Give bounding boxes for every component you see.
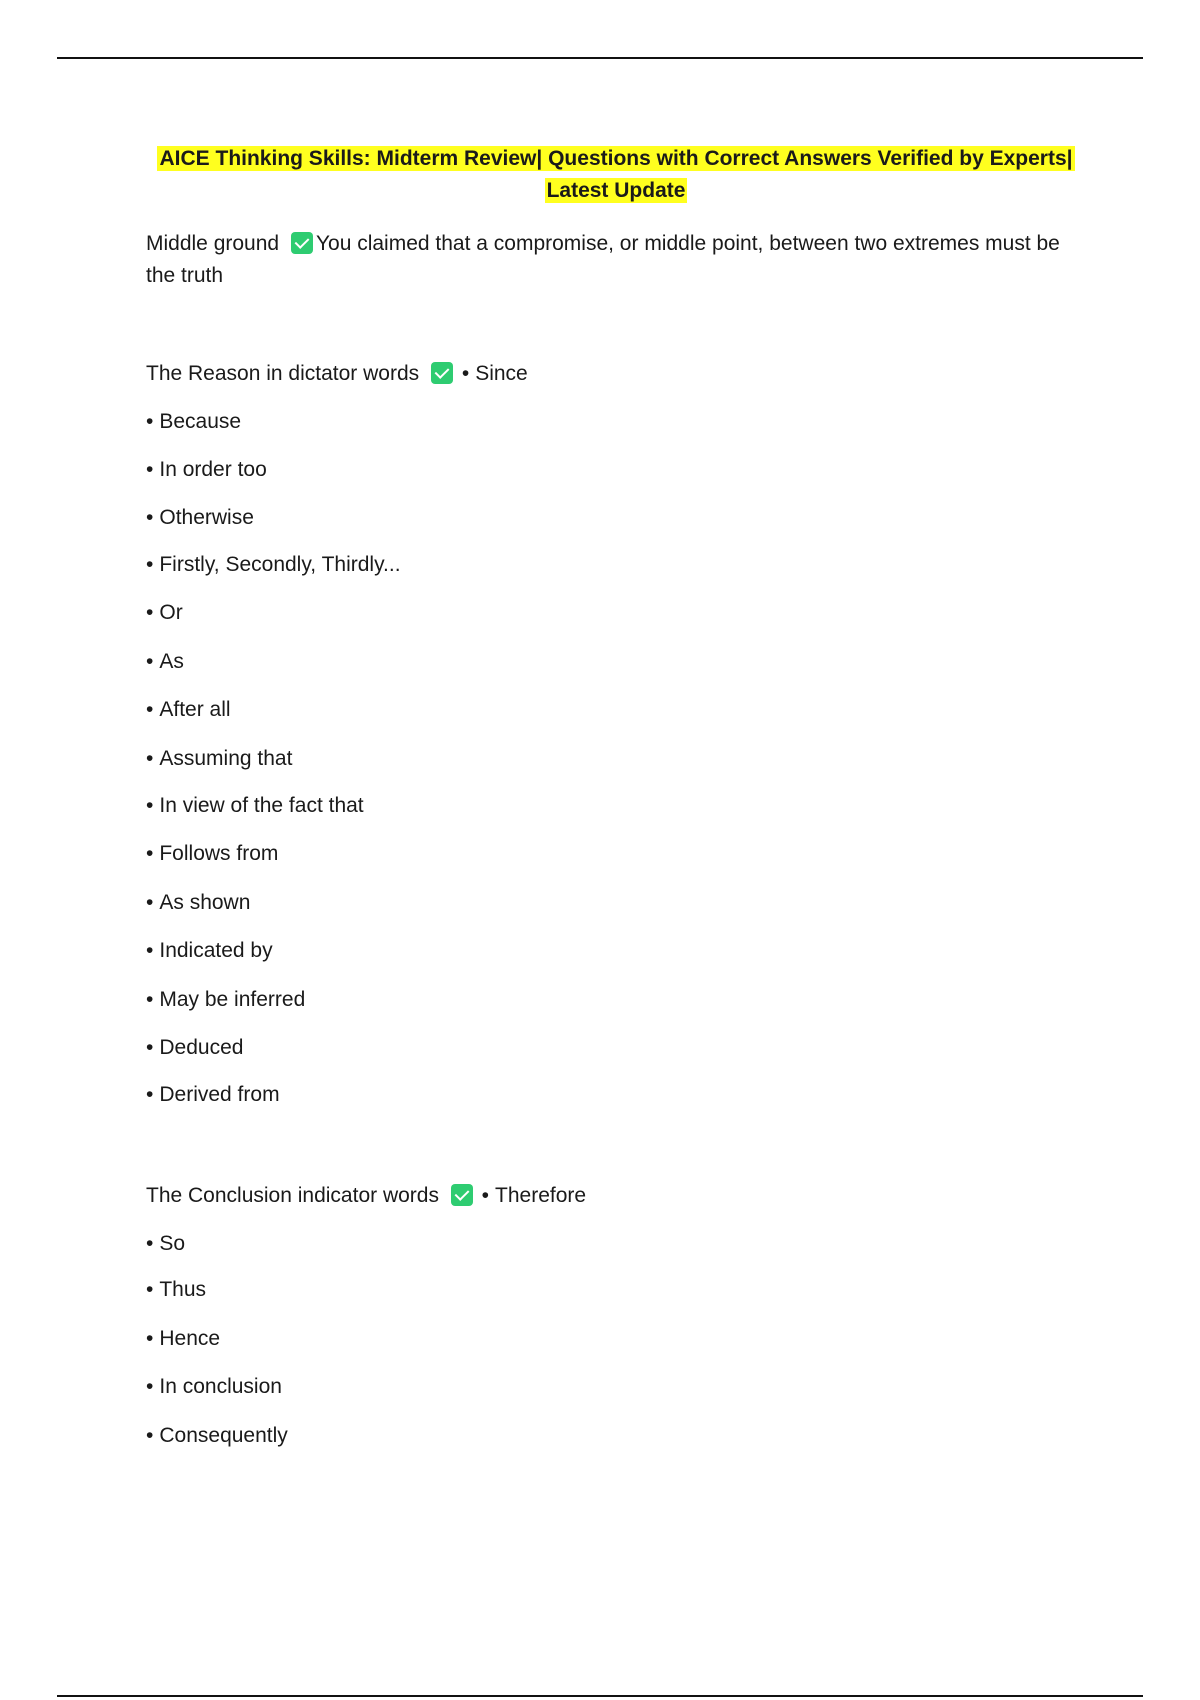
list-item: • Otherwise bbox=[146, 506, 254, 529]
conclusion-first-item: Therefore bbox=[495, 1184, 587, 1207]
list-item: • In conclusion bbox=[146, 1375, 282, 1398]
list-item: • In order too bbox=[146, 458, 267, 481]
bullet-glyph: • bbox=[461, 362, 470, 385]
list-item: • Consequently bbox=[146, 1424, 288, 1447]
answer-middle-ground: You claimed that a compromise, or middle point, between two extremes must be the truth bbox=[146, 232, 1060, 287]
list-item: • Assuming that bbox=[146, 747, 293, 770]
reason-first-item: Since bbox=[475, 362, 528, 385]
list-item: • Thus bbox=[146, 1278, 207, 1301]
list-item: • Hence bbox=[146, 1327, 221, 1350]
list-item: • Derived from bbox=[146, 1083, 280, 1106]
entry-conclusion-words bbox=[146, 1182, 586, 1210]
list-item: • Because bbox=[146, 410, 242, 433]
list-item: • In view of the fact that bbox=[146, 794, 364, 817]
list-item: • May be inferred bbox=[146, 988, 306, 1011]
title-line-2: Latest Update bbox=[546, 179, 686, 202]
title-line-1: AICE Thinking Skills: Midterm Review| Questions with Correct Answers Verified by Experts| bbox=[159, 147, 1073, 170]
header-rule bbox=[57, 57, 1143, 59]
list-item: • Deduced bbox=[146, 1036, 244, 1059]
list-item: • Follows from bbox=[146, 842, 279, 865]
list-item: • As shown bbox=[146, 891, 251, 914]
check-icon bbox=[431, 362, 453, 384]
list-item: • Firstly, Secondly, Thirdly... bbox=[146, 553, 401, 576]
entry-middle-ground bbox=[146, 228, 1066, 292]
term-reason-words: The Reason in dictator words bbox=[146, 362, 420, 385]
bullet-glyph: • bbox=[481, 1184, 490, 1207]
check-icon bbox=[291, 232, 313, 254]
list-item: • So bbox=[146, 1232, 186, 1255]
term-conclusion-words: The Conclusion indicator words bbox=[146, 1184, 439, 1207]
list-item: • Or bbox=[146, 601, 183, 624]
footer-rule bbox=[57, 1695, 1143, 1697]
term-middle-ground: Middle ground bbox=[146, 232, 280, 255]
list-item: • After all bbox=[146, 698, 231, 721]
page-title bbox=[100, 143, 1132, 207]
check-icon bbox=[451, 1184, 473, 1206]
list-item: • Indicated by bbox=[146, 939, 273, 962]
entry-reason-words bbox=[146, 360, 528, 388]
list-item: • As bbox=[146, 650, 184, 673]
